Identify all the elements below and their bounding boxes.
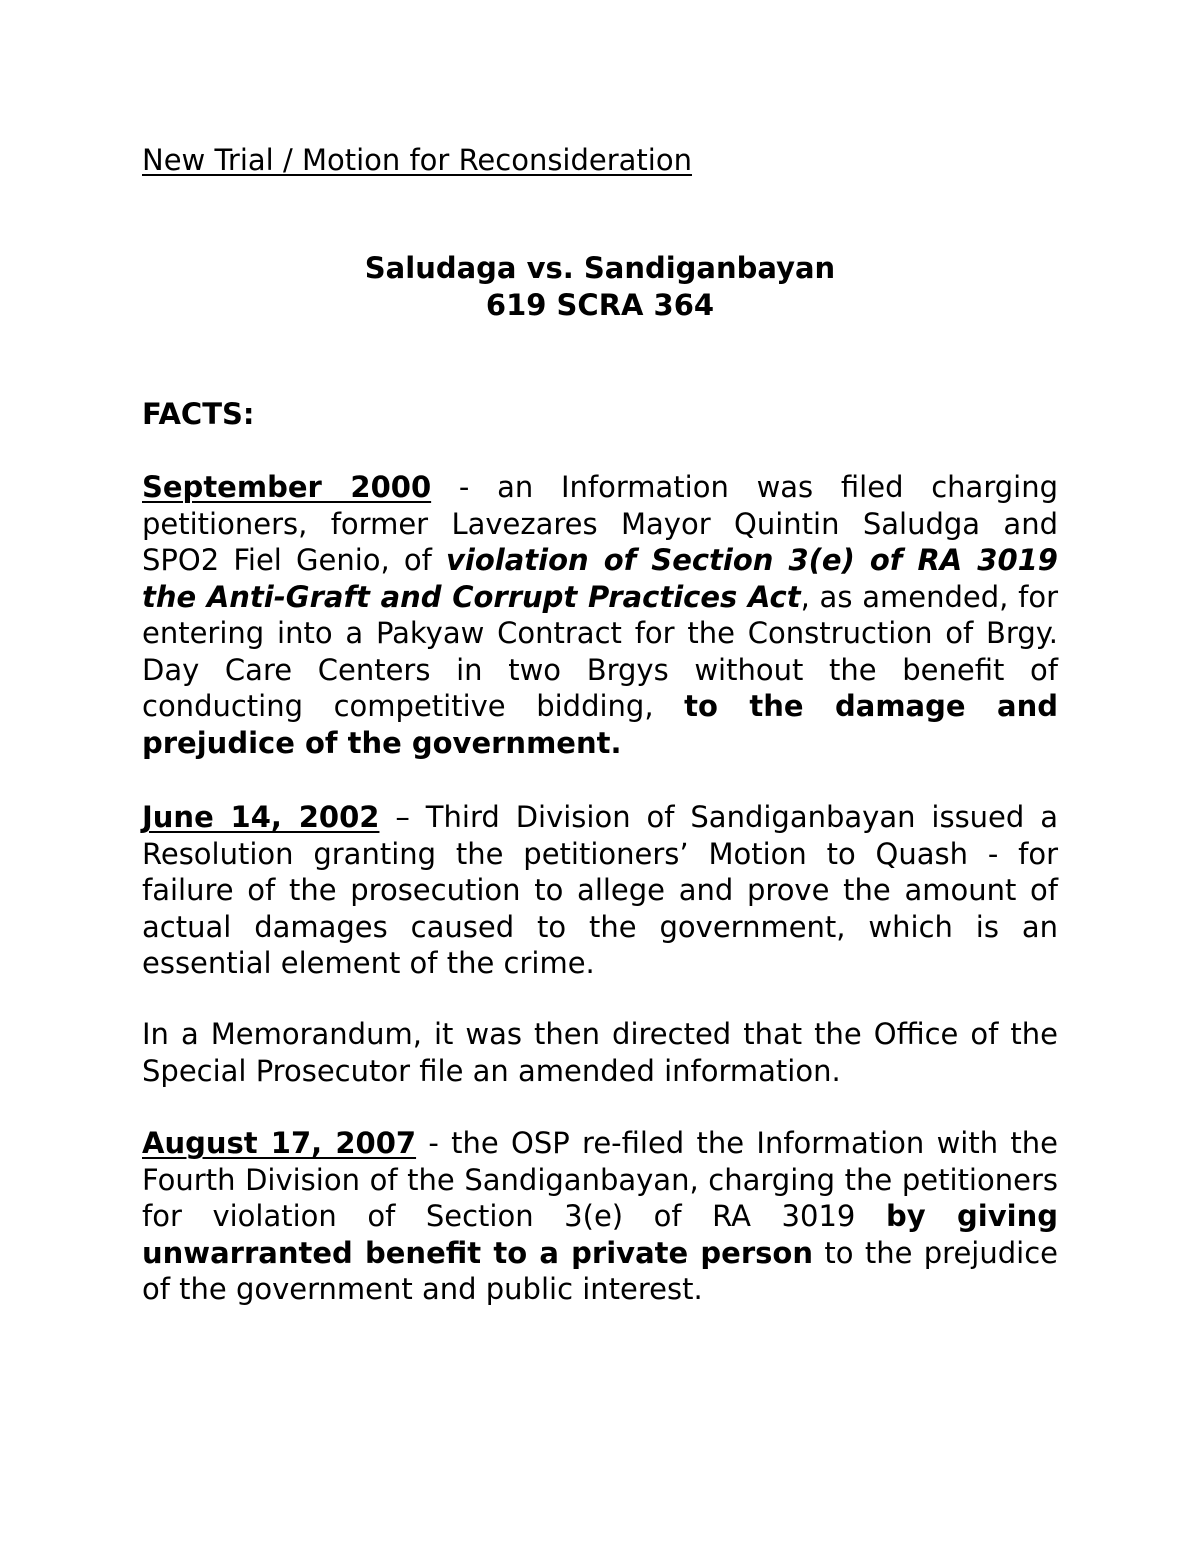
paragraph-text: - an Information was filed charging petitioners, former Lavezares Mayor Quintin Saludga and SPO2 Fiel Genio, of xyxy=(142,470,1058,577)
facts-paragraph-3 xyxy=(142,1016,1058,1089)
paragraph-date: August 17, 2007 xyxy=(142,1126,417,1160)
facts-paragraph-1 xyxy=(142,469,1058,761)
paragraph-date: September 2000 xyxy=(142,470,432,504)
paragraph-emphasis: to the damage and prejudice of the government. xyxy=(142,689,1058,760)
paragraph-text: In a Memorandum, it was then directed that the Office of the Special Prosecutor file an amended information. xyxy=(142,1017,1058,1088)
facts-paragraph-4 xyxy=(142,1125,1058,1308)
case-citation: 619 SCRA 364 xyxy=(485,288,715,322)
paragraph-date: June 14, 2002 xyxy=(142,800,380,834)
document-heading: New Trial / Motion for Reconsideration xyxy=(142,143,692,177)
paragraph-text: – Third Division of Sandiganbayan issued a Resolution granting the petitioners’ Motion to Quash - for failure of the prosecution to allege and prove the amount of actual damages caused to the government, which is an essential element of the crime. xyxy=(142,800,1058,980)
facts-paragraph-2 xyxy=(142,799,1058,982)
paragraph-emphasis: violation of Section 3(e) of RA 3019 the Anti-Graft and Corrupt Practices Act xyxy=(142,543,1058,614)
case-name: Saludaga vs. Sandiganbayan xyxy=(364,251,836,285)
paragraph-text: - the OSP re-filed the Information with the Fourth Division of the Sandiganbayan, charging the petitioners for violation of Section 3(e) of RA 3019 xyxy=(142,1126,1058,1233)
paragraph-text: to the prejudice of the government and public interest. xyxy=(142,1235,1058,1306)
paragraph-emphasis: by giving unwarranted benefit to a private person xyxy=(142,1199,1058,1270)
paragraph-text: , as amended, for entering into a Pakyaw Contract for the Construction of Brgy. Day Care Centers in two Brgys without the benefit of conducting competitive bidding, xyxy=(142,579,1058,723)
facts-label: FACTS: xyxy=(142,397,255,431)
